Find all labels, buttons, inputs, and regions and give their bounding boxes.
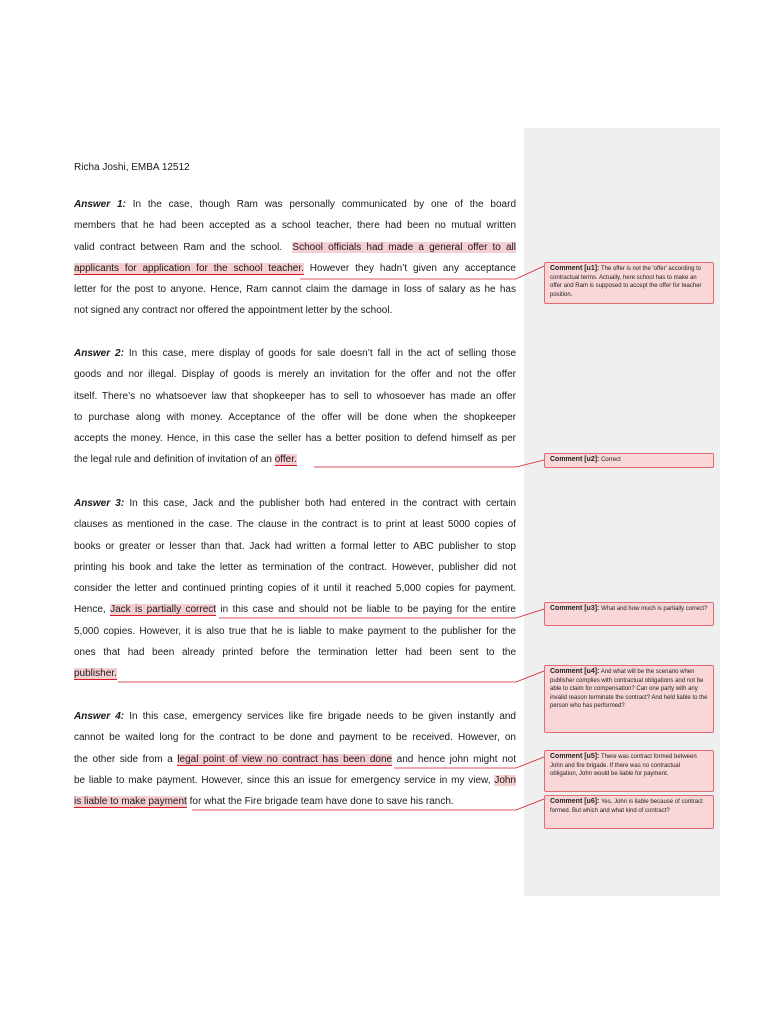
text-line: valid contract between Ram and the school. — [74, 241, 283, 253]
text-line: accepts the money. Hence, in this case the seller has a better position to defend himself as per — [74, 433, 516, 445]
highlighted-text-u1[interactable]: applicants for application for the school teacher. — [74, 262, 304, 274]
comment-u2[interactable] — [544, 453, 714, 468]
text-line: and hence john might not — [396, 753, 516, 765]
comment-heading: Comment [u6]: — [550, 798, 600, 805]
highlighted-text-u6[interactable]: John — [494, 774, 516, 786]
highlighted-text-u3[interactable]: Jack is partially correct — [110, 604, 217, 616]
comment-heading: Comment [u5]: — [550, 753, 600, 760]
text-line: printing his book and take the letter as termination of the contract. However, publisher did not — [74, 561, 516, 573]
text-line: In this case, Jack and the publisher both had entered in the contract with certain — [129, 498, 516, 509]
answer-3-label: Answer 3: — [74, 498, 125, 509]
text-line: itself. There’s no whatsoever law that shopkeeper has to sell to whosoever has made an offer — [74, 390, 516, 402]
connector-u2 — [314, 460, 544, 467]
highlighted-text-u4[interactable]: publisher. — [74, 668, 117, 680]
comment-text: What and how much is partially correct? — [601, 606, 708, 612]
comment-text: Yes, John is liable because of contract formed. But which and what kind of contract? — [550, 799, 703, 814]
text-line: members that he had been accepted as a school teacher, there had been no mutual written — [74, 220, 516, 232]
author-line: Richa Joshi, EMBA 12512 — [74, 162, 190, 173]
text-line: goods and nor illegal. Display of goods is merely an invitation for the offer and not the offer — [74, 369, 516, 381]
text-line: consider the letter and continued printing copies of it until it reached 5,000 copies for payment. — [74, 583, 516, 595]
highlighted-text-u2[interactable]: offer. — [274, 454, 297, 466]
text-line: 5,000 copies. However, it is also true that he is liable to make payment to the publisher for the — [74, 625, 516, 637]
text-line: be liable to make payment. However, since this an issue for emergency service in my view, — [74, 774, 491, 786]
comment-u4[interactable] — [544, 665, 714, 733]
comment-u3[interactable] — [544, 602, 714, 626]
comment-text: There was contract formed between John and fire brigade. If there was no contractual obligation, John would be liable for payment. — [550, 754, 697, 778]
comment-u1[interactable] — [544, 262, 714, 304]
text-line: in this case and should not be liable to be paying for the entire — [220, 604, 516, 616]
answer-2-label: Answer 2: — [74, 348, 124, 359]
text-line: In this case, mere display of goods for sale doesn’t fall in the act of selling those — [128, 348, 516, 359]
answer-4-label: Answer 4: — [74, 711, 125, 722]
text-line: the legal rule and definition of invitation of an — [74, 454, 272, 466]
connector-u6 — [192, 799, 544, 810]
comment-u6[interactable] — [544, 795, 714, 829]
text-line: books or greater or lesser than that. Jack had written a formal letter to ABC publisher to stop — [74, 540, 516, 552]
connector-u3 — [219, 609, 544, 618]
text-line: In this case, emergency services like fire brigade needs to be given instantly and — [129, 711, 516, 722]
comment-text: And what will be the scenario when publisher complies with contractual obligations and not be able to claim for compensation? Can one party with any invalid reason terminate the contract? And held liable to the person who has performed? — [550, 669, 708, 710]
text-line: the other side from a — [74, 753, 173, 765]
text-line: cannot be waited long for the contract to be done and payment to be received. However, on — [74, 732, 516, 744]
connector-u1 — [300, 266, 544, 279]
highlighted-text-u6[interactable]: is liable to make payment — [74, 796, 187, 808]
text-line: to purchase along with money. Acceptance of the offer will be done when the shopkeeper — [74, 411, 516, 423]
highlighted-text-u1[interactable]: School officials had made a general offer to all — [292, 241, 516, 253]
comment-u5[interactable] — [544, 750, 714, 792]
comment-heading: Comment [u4]: — [550, 668, 600, 675]
text-line: for what the Fire brigade team have done to save his ranch. — [189, 796, 454, 808]
connector-u4 — [118, 671, 544, 682]
comment-text: The offer is not the 'offer' according to contractual terms. Actually, here school has to make an offer and Ram is supposed to accept the offer for teacher position. — [550, 266, 702, 298]
text-line: In the case, though Ram was personally communicated by one of the board — [132, 199, 516, 210]
text-line: ones that had been already printed before the termination letter had been sent to the — [74, 647, 516, 659]
comment-text: Correct — [601, 457, 621, 463]
comment-heading: Comment [u3]: — [550, 605, 600, 612]
highlighted-text-u5[interactable]: legal point of view no contract has been done — [177, 753, 393, 765]
text-line: However they hadn’t given any acceptance — [309, 262, 516, 274]
text-line: not signed any contract nor offered the appointment letter by the school. — [74, 305, 393, 317]
text-line: letter for the post to anyone. Hence, Ram cannot claim the damage in loss of salary as he has — [74, 284, 516, 296]
comment-heading: Comment [u1]: — [550, 265, 600, 272]
text-line: Hence, — [74, 604, 106, 616]
connector-u5 — [394, 757, 544, 768]
comment-heading: Comment [u2]: — [550, 456, 600, 463]
answer-1-label: Answer 1: — [74, 199, 126, 210]
text-line: clauses as mentioned in the case. The clause in the contract is to print at least 5000 copies of — [74, 519, 516, 531]
